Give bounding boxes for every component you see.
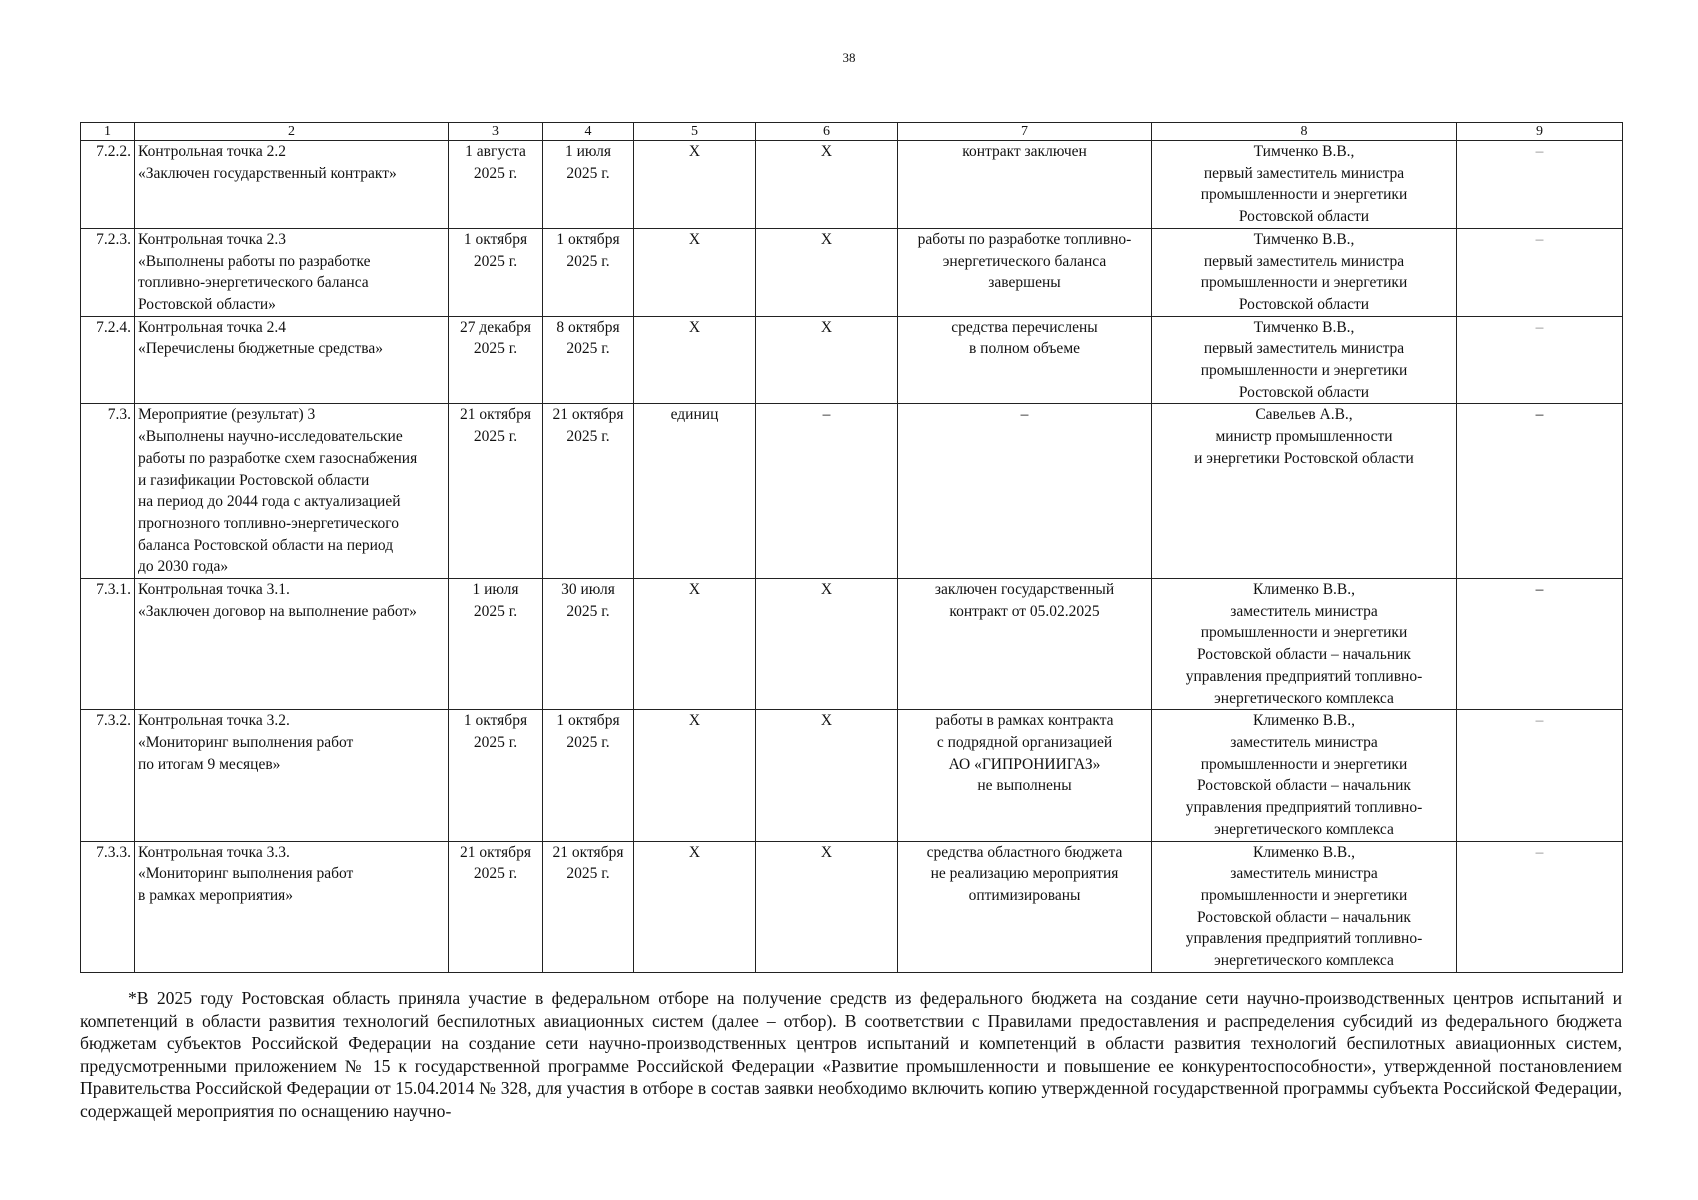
status-line: средства перечислены [951,318,1098,336]
event-name-cell [135,710,449,841]
unit-cell: X [634,710,756,841]
value-cell: X [756,710,898,841]
status-line: – [1020,406,1029,424]
column-header: 6 [756,123,898,141]
start-date-cell [449,316,543,404]
start-date-line: 2025 г. [473,252,518,270]
start-date-line: 1 октября [463,712,528,730]
column-header: 3 [449,123,543,141]
responsible-cell [1152,228,1457,316]
event-name-line: «Мониторинг выполнения работ [138,865,354,883]
header-row [81,123,1623,141]
status-line: в полном объеме [968,340,1081,358]
start-date-line: 2025 г. [473,865,518,883]
responsible-line: Ростовской области [1238,383,1370,401]
row-number: 7.3.3. [81,841,135,972]
end-date-line: 2025 г. [566,733,610,751]
status-cell [898,141,1152,229]
end-date-cell [543,141,634,229]
event-name-line: Контрольная точка 3.3. [138,843,290,861]
responsible-line: энергетического комплекса [1214,689,1394,707]
end-date-line: 8 октября [556,318,620,336]
responsible-line: энергетического комплекса [1214,820,1394,838]
start-date-line: 1 августа [465,143,526,160]
event-name-cell [135,404,449,579]
end-date-line: 2025 г. [566,340,610,358]
responsible-line: промышленности и энергетики [1200,886,1408,904]
table-row [81,228,1623,316]
end-date-line: 21 октября [552,406,624,424]
responsible-cell [1152,316,1457,404]
start-date-cell [449,841,543,972]
table-row [81,710,1623,841]
table-row [81,316,1623,404]
value-cell: X [756,141,898,229]
start-date-line: 2025 г. [473,164,518,182]
footnote: *В 2025 году Ростовская область приняла участие в федеральном отборе на получение средств из федерального бюджета на создание сети научно-производственных центров испытаний и компетенций в области развития технологий беспилотных авиационных систем (далее – отбор). В соответствии с Правилами предоставления и распределения субсидий из федерального бюджета бюджетам субъектов Российской Федерации на создание сети научно-производственных центров испытаний и компетенций в области развития технологий беспилотных авиационных систем, предусмотренными приложением № 15 к государственной программе Российской Федерации «Развитие промышленности и повышение ее конкурентоспособности», утвержденной постановлением Правительства Российской Федерации от 15.04.2014 № 328, для участия в отборе в состав заявки необходимо включить копию утвержденной государственной программы субъекта Российской Федерации, содержащей мероприятия по оснащению научно- [80,988,1622,1121]
column-header: 2 [135,123,449,141]
event-name-line: «Заключен государственный контракт» [138,164,397,182]
end-date-line: 30 июля [561,581,615,599]
end-date-line: 2025 г. [566,428,610,446]
event-name-cell [135,579,449,710]
unit-cell: X [634,228,756,316]
start-date-cell [449,228,543,316]
note-cell: – [1457,579,1623,710]
table-row [81,404,1623,579]
event-name-cell [135,228,449,316]
end-date-line: 2025 г. [566,164,610,182]
status-line: с подрядной организацией [936,733,1113,751]
status-cell [898,228,1152,316]
row-number: 7.2.2. [81,141,135,229]
event-name-line: Контрольная точка 2.2 [138,143,286,160]
event-name-cell [135,141,449,229]
plan-table-body [81,141,1623,973]
end-date-line: 2025 г. [566,252,610,270]
status-cell [898,841,1152,972]
end-date-line: 1 июля [565,143,611,160]
note-cell: – [1457,710,1623,841]
responsible-line: Клименко В.В., [1252,843,1356,861]
start-date-cell [449,710,543,841]
column-header: 1 [81,123,135,141]
event-name-line: «Выполнены работы по разработке [138,252,371,270]
event-name-line: Контрольная точка 2.4 [138,318,286,336]
status-line: оптимизированы [968,886,1081,904]
responsible-line: первый заместитель министра [1203,252,1405,270]
event-name-line: баланса Ростовской области на период [138,536,394,554]
unit-cell: единиц [634,404,756,579]
responsible-line: управления предприятий топливно- [1185,799,1423,817]
note-cell: – [1457,841,1623,972]
responsible-line: управления предприятий топливно- [1185,667,1423,685]
event-name-line: Контрольная точка 2.3 [138,230,286,248]
event-name-line: по итогам 9 месяцев» [138,755,281,773]
responsible-line: Тимченко В.В., [1253,230,1355,248]
responsible-line: промышленности и энергетики [1200,274,1408,292]
unit-cell: X [634,141,756,229]
end-date-cell [543,579,634,710]
column-header: 7 [898,123,1152,141]
status-line: энергетического баланса [942,252,1107,270]
value-cell: X [756,228,898,316]
row-number: 7.2.4. [81,316,135,404]
responsible-line: промышленности и энергетики [1200,624,1408,642]
responsible-cell [1152,141,1457,229]
row-number: 7.3.2. [81,710,135,841]
responsible-line: Ростовской области – начальник [1197,777,1411,795]
start-date-line: 21 октября [460,843,531,861]
event-name-line: и газификации Ростовской области [138,471,370,489]
column-header: 8 [1152,123,1457,141]
status-line: контракт заключен [962,143,1087,160]
end-date-cell [543,316,634,404]
plan-table [80,122,1623,973]
unit-cell: X [634,579,756,710]
note-cell: – [1457,316,1623,404]
responsible-line: промышленности и энергетики [1200,186,1408,204]
status-cell [898,404,1152,579]
responsible-cell [1152,841,1457,972]
responsible-line: заместитель министра [1230,865,1378,883]
column-header: 5 [634,123,756,141]
event-name-cell [135,316,449,404]
end-date-line: 2025 г. [566,602,610,620]
status-line: не реализацию мероприятия [930,865,1119,883]
responsible-line: Ростовской области – начальник [1197,646,1411,664]
table-row [81,841,1623,972]
event-name-cell [135,841,449,972]
page-number: 38 [842,50,856,65]
unit-cell: X [634,316,756,404]
row-number: 7.2.3. [81,228,135,316]
responsible-line: заместитель министра [1230,733,1378,751]
responsible-cell [1152,579,1457,710]
responsible-line: энергетического комплекса [1214,952,1394,970]
responsible-line: Тимченко В.В., [1253,318,1355,336]
responsible-cell [1152,404,1457,579]
value-cell: X [756,579,898,710]
end-date-line: 1 октября [556,230,620,248]
responsible-line: заместитель министра [1230,602,1378,620]
status-line: средства областного бюджета [926,843,1123,861]
status-cell [898,710,1152,841]
end-date-cell [543,404,634,579]
start-date-line: 2025 г. [473,602,518,620]
row-number: 7.3.1. [81,579,135,710]
responsible-line: первый заместитель министра [1203,164,1405,182]
column-header: 9 [1457,123,1623,141]
table-row [81,579,1623,710]
responsible-line: Ростовской области – начальник [1197,908,1411,926]
responsible-line: Савельев А.В., [1255,406,1353,424]
status-cell [898,579,1152,710]
start-date-line: 2025 г. [473,733,518,751]
value-cell: X [756,841,898,972]
value-cell: – [756,404,898,579]
row-number: 7.3. [81,404,135,579]
event-name-line: работы по разработке схем газоснабжения [138,449,418,467]
event-name-line: на период до 2044 года с актуализацией [138,493,401,511]
responsible-line: Клименко В.В., [1252,712,1356,730]
note-cell: – [1457,404,1623,579]
responsible-line: управления предприятий топливно- [1185,930,1423,948]
start-date-line: 2025 г. [473,428,518,446]
responsible-line: и энергетики Ростовской области [1194,449,1414,467]
status-line: заключен государственный [934,581,1115,599]
event-name-line: «Мониторинг выполнения работ [138,733,354,751]
responsible-line: Клименко В.В., [1252,581,1356,599]
end-date-line: 21 октября [552,843,624,861]
event-name-line: Мероприятие (результат) 3 [138,406,316,424]
event-name-line: в рамках мероприятия» [138,886,294,904]
event-name-line: Контрольная точка 3.1. [138,581,290,599]
event-name-line: «Выполнены научно-исследовательские [138,428,403,446]
event-name-line: «Перечислены бюджетные средства» [138,340,384,358]
event-name-line: топливно-энергетического баланса [138,274,369,292]
unit-cell: X [634,841,756,972]
event-name-line: Контрольная точка 3.2. [138,712,290,730]
end-date-cell [543,228,634,316]
status-line: работы по разработке топливно- [917,230,1132,248]
table-row [81,141,1623,229]
responsible-line: Тимченко В.В., [1253,143,1355,160]
start-date-cell [449,404,543,579]
note-cell: – [1457,141,1623,229]
start-date-line: 21 октября [460,406,531,424]
start-date-line: 1 июля [472,581,519,599]
responsible-line: Ростовской области [1238,295,1370,313]
end-date-cell [543,710,634,841]
value-cell: X [756,316,898,404]
end-date-line: 1 октября [556,712,620,730]
status-line: контракт от 05.02.2025 [949,602,1100,620]
event-name-line: прогнозного топливно-энергетического [138,514,399,532]
end-date-line: 2025 г. [566,865,610,883]
start-date-cell [449,141,543,229]
event-name-line: до 2030 года» [138,558,229,576]
responsible-line: промышленности и энергетики [1200,362,1408,380]
status-line: АО «ГИПРОНИИГАЗ» [948,755,1101,773]
start-date-line: 2025 г. [473,340,518,358]
responsible-cell [1152,710,1457,841]
end-date-cell [543,841,634,972]
start-date-line: 27 декабря [459,318,532,336]
responsible-line: министр промышленности [1215,428,1393,446]
status-line: не выполнены [977,777,1072,795]
status-line: работы в рамках контракта [935,712,1114,730]
start-date-cell [449,579,543,710]
event-name-line: «Заключен договор на выполнение работ» [138,602,417,620]
responsible-line: Ростовской области [1238,208,1370,226]
event-name-line: Ростовской области» [138,295,276,313]
responsible-line: промышленности и энергетики [1200,755,1408,773]
responsible-line: первый заместитель министра [1203,340,1405,358]
column-header: 4 [543,123,634,141]
status-cell [898,316,1152,404]
start-date-line: 1 октября [463,230,528,248]
status-line: завершены [988,274,1061,292]
note-cell: – [1457,228,1623,316]
